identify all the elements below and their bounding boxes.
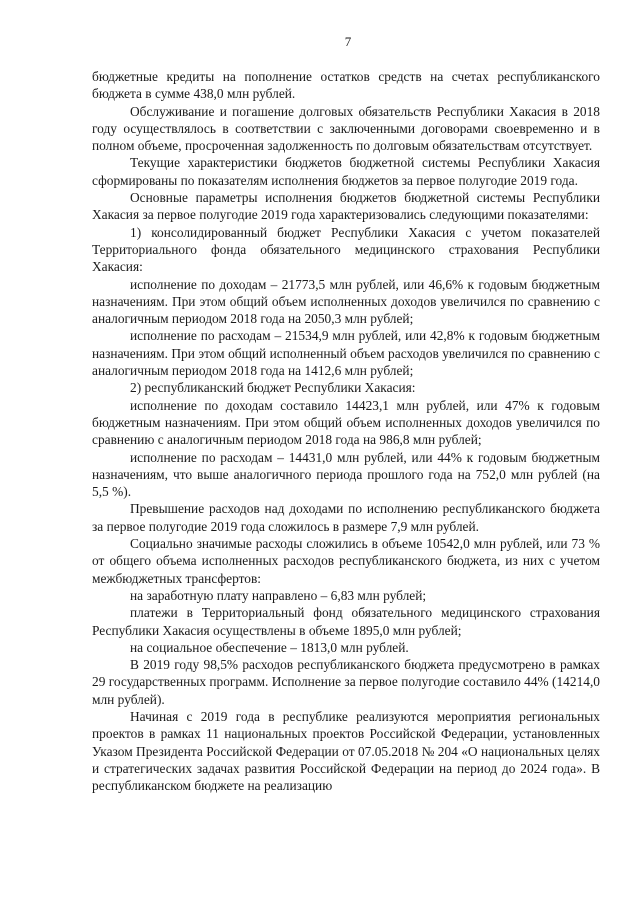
- paragraph-consolidated-expenses: исполнение по расходам – 21534,9 млн рублей, или 42,8% к годовым бюджетным назначениям. При этом общий исполненный объем расходов увеличился по сравнению с аналогичным периодом 2018 года на 1412,6 млн рублей;: [92, 328, 600, 379]
- paragraph-social-expenses: Социально значимые расходы сложились в объеме 10542,0 млн рублей, или 73 % от общего объема исполненных расходов республиканского бюджета, из них с учетом межбюджетных трансфертов:: [92, 536, 600, 586]
- paragraph-deficit: Превышение расходов над доходами по исполнению республиканского бюджета за первое полугодие 2019 года сложилось в размере 7,9 млн рублей.: [92, 501, 600, 534]
- paragraph-consolidated-revenue: исполнение по доходам – 21773,5 млн рублей, или 46,6% к годовым бюджетным назначениям. При этом общий объем исполненных доходов увеличился по сравнению с аналогичным периодом 2018 года на 2050,3 млн рублей;: [92, 276, 600, 327]
- page-number: 7: [344, 34, 352, 49]
- paragraph-republican-budget: 2) республиканский бюджет Республики Хакасия:: [130, 380, 416, 396]
- paragraph-republican-expenses: исполнение по расходам – 14431,0 млн рублей, или 44% к годовым бюджетным назначениям, что выше аналогичного периода прошлого года на 752,0 млн рублей (на 5,5 %).: [92, 449, 600, 500]
- paragraph-national-projects: Начиная с 2019 года в республике реализуются мероприятия региональных проектов в рамках 11 национальных проектов Российской Федерации, установленных Указом Президента Российской Федерации от 07.05.2018 № 204 «О национальных целях и стратегических задачах развития Российской Федерации на период до 2024 года». В республиканском бюджете на реализацию: [92, 708, 600, 794]
- document-page: [92, 34, 600, 794]
- paragraph-budget-credits: бюджетные кредиты на пополнение остатков средств на счетах республиканского бюджета в сумме 438,0 млн рублей.: [92, 69, 600, 102]
- paragraph-state-programs: В 2019 году 98,5% расходов республиканского бюджета предусмотрено в рамках 29 государственных программ. Исполнение за первое полугодие составило 44% (14214,0 млн рублей).: [92, 657, 600, 707]
- paragraph-main-parameters: Основные параметры исполнения бюджетов бюджетной системы Республики Хакасия за первое полугодие 2019 года характеризовались следующими показателями:: [92, 190, 600, 223]
- paragraph-social-security: на социальное обеспечение – 1813,0 млн рублей.: [130, 639, 409, 655]
- document-body: [92, 68, 600, 794]
- paragraph-salary: на заработную плату направлено – 6,83 млн рублей;: [130, 587, 427, 603]
- paragraph-republican-revenue: исполнение по доходам составило 14423,1 млн рублей, или 47% к годовым бюджетным назначениям. При этом общий объем исполненных доходов увеличился по сравнению с аналогичным периодом 2018 года на 986,8 млн рублей;: [92, 397, 600, 448]
- paragraph-consolidated-budget: 1) консолидированный бюджет Республики Хакасия с учетом показателей Территориального фонда обязательного медицинского страхования Республики Хакасия:: [92, 224, 600, 275]
- paragraph-debt-servicing: Обслуживание и погашение долговых обязательств Республики Хакасия в 2018 году осуществлялось в соответствии с заключенными договорами своевременно и в полном объеме, просроченная задолженность по долговым обязательствам отсутствует.: [92, 103, 600, 154]
- paragraph-medical-insurance: платежи в Территориальный фонд обязательного медицинского страхования Республики Хакасия осуществлены в объеме 1895,0 млн рублей;: [92, 605, 600, 638]
- paragraph-current-characteristics: Текущие характеристики бюджетов бюджетной системы Республики Хакасия сформированы по показателям исполнения бюджетов за первое полугодие 2019 года.: [92, 155, 600, 188]
